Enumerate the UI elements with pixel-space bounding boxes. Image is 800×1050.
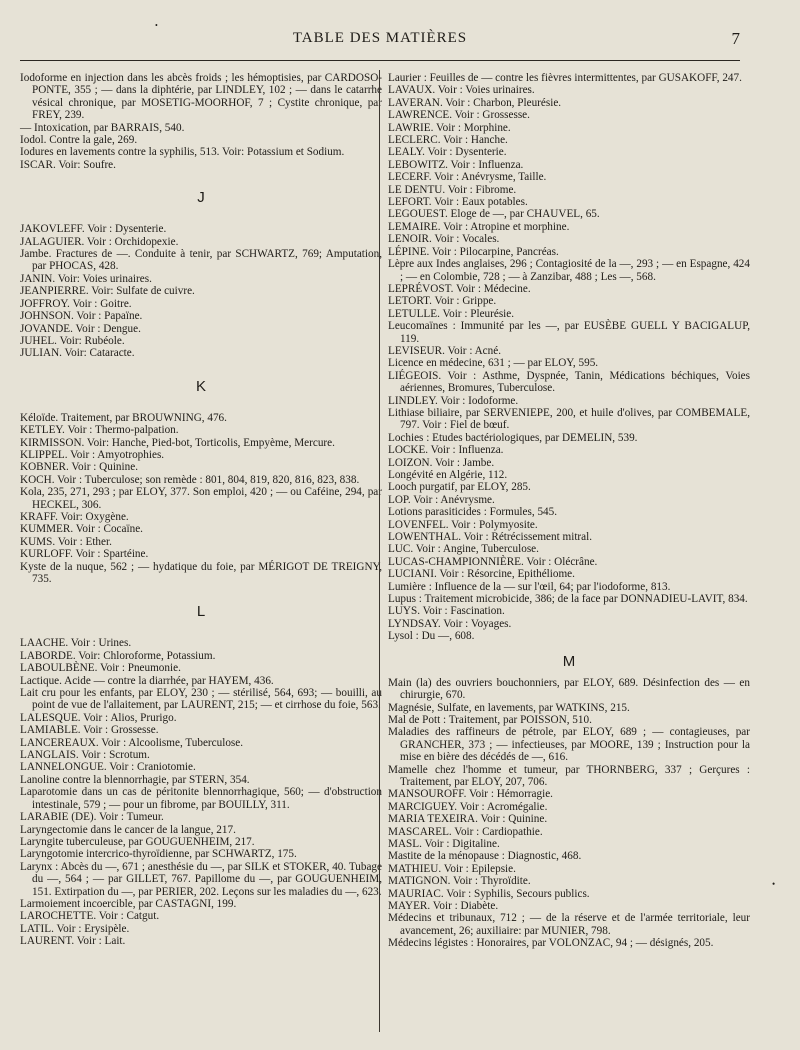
index-entry: LEGOUEST. Eloge de —, par CHAUVEL, 65. [388, 208, 600, 221]
index-entry: Magnésie, Sulfate, en lavements, par WATKINS, 215. [388, 701, 630, 714]
header-rule [20, 60, 740, 61]
index-entry: LOP. Voir : Anévrysme. [388, 493, 495, 506]
index-entry: LARABIE (DE). Voir : Tumeur. [20, 811, 164, 824]
section-letter: J [197, 189, 205, 207]
index-entry: Laryngite tuberculeuse, par GOUGUENHEIM, 217. [20, 835, 255, 848]
page-number: 7 [731, 29, 740, 48]
index-entry: LAWRIE. Voir : Morphine. [388, 121, 511, 134]
right-column [388, 72, 750, 950]
index-entry: JOHNSON. Voir : Papaïne. [20, 310, 143, 323]
index-entry: JALAGUIER. Voir : Orchidopexie. [20, 235, 179, 248]
index-entry: Maladies des raffineurs de pétrole, par ELOY, 689 ; — contagieuses, par GRANCHER, 373 ; — infectieuses, par MOORE, 139 ; Instruction pour la mise en bière des décédés de —, 616. [388, 726, 750, 764]
page-header [20, 28, 740, 52]
index-entry: Licence en médecine, 631 ; — par ELOY, 595. [388, 357, 599, 370]
index-entry: LALESQUE. Voir : Alios, Prurigo. [20, 711, 177, 724]
index-entry: Lactique. Acide — contre la diarrhée, par HAYEM, 436. [20, 674, 274, 687]
left-entries [20, 72, 382, 948]
index-entry: Médecins légistes : Honoraires, par VOLONZAC, 94 ; — désignés, 205. [388, 937, 714, 950]
index-entry: LE DENTU. Voir : Fibrome. [388, 183, 517, 196]
index-entry: Lumière : Influence de la — sur l'œil, 64; par l'iodoforme, 813. [388, 580, 671, 593]
index-entry: LOIZON. Voir : Jambe. [388, 456, 495, 469]
page-title: TABLE DES MATIÈRES [292, 30, 468, 46]
index-entry: Médecins et tribunaux, 712 ; — de la réserve et de l'armée territoriale, leur avancement, 26; auxiliaire: par MUNIER, 798. [388, 912, 750, 937]
index-entry: Leucomaïnes : Immunité par les —, par EUSÈBE GUELL Y BACIGALUP, 119. [388, 320, 750, 345]
index-entry: MARCIGUEY. Voir : Acromégalie. [388, 800, 548, 813]
index-entry: LEVISEUR. Voir : Acné. [388, 344, 502, 357]
index-entry: Looch purgatif, par ELOY, 285. [388, 481, 531, 494]
left-column [20, 72, 382, 948]
index-entry: LINDLEY. Voir : Iodoforme. [388, 394, 519, 407]
index-entry: JOVANDE. Voir : Dengue. [20, 322, 141, 335]
index-entry: Jambe. Fractures de —. Conduite à tenir, par SCHWARTZ, 769; Amputation, par PHOCAS, 428. [20, 248, 382, 273]
index-entry: KRAFF. Voir: Oxygène. [20, 510, 129, 523]
index-entry: KOCH. Voir : Tuberculose; son remède : 801, 804, 819, 820, 816, 823, 838. [20, 473, 360, 486]
index-entry: LETULLE. Voir : Pleurésie. [388, 307, 515, 320]
index-entry: LÉPINE. Voir : Pilocarpine, Pancréas. [388, 245, 559, 258]
index-entry: JANIN. Voir: Voies urinaires. [20, 272, 152, 285]
index-entry: LAMIABLE. Voir : Grossesse. [20, 724, 159, 737]
index-entry: KOBNER. Voir : Quinine. [20, 461, 138, 474]
index-entry: LEBOWITZ. Voir : Influenza. [388, 158, 524, 171]
index-entry: Mastite de la ménopause : Diagnostic, 468. [388, 850, 582, 863]
index-entry: LEALY. Voir : Dysenterie. [388, 146, 507, 159]
index-entry: KURLOFF. Voir : Spartéine. [20, 548, 149, 561]
index-entry: Lysol : Du —, 608. [388, 630, 475, 643]
index-entry: LAWRENCE. Voir : Grossesse. [388, 109, 530, 122]
column-divider [379, 70, 380, 1032]
index-entry: Iodoforme en injection dans les abcès froids ; les hémoptisies, par CARDOSO-PONTE, 355 ; — dans la diphtérie, par LINDLEY, 102 ; — dans le catarrhe vésical chronique, par MOSETIG-MOORHOF, 7 ; Cystite chronique, par FREY, 239. [20, 72, 382, 122]
index-entry: LATIL. Voir : Erysipèle. [20, 922, 130, 935]
index-entry: Kyste de la nuque, 562 ; — hydatique du foie, par MÉRIGOT DE TREIGNY, 735. [20, 560, 382, 585]
index-entry: ISCAR. Voir: Soufre. [20, 158, 116, 171]
index-entry: LUYS. Voir : Fascination. [388, 605, 505, 618]
index-entry: LAROCHETTE. Voir : Catgut. [20, 910, 160, 923]
index-entry: MATIGNON. Voir : Thyroïdite. [388, 875, 531, 888]
index-entry: Mal de Pott : Traitement, par POISSON, 510. [388, 713, 592, 726]
right-entries [388, 72, 750, 950]
index-entry: MASCAREL. Voir : Cardiopathie. [388, 825, 543, 838]
index-entry: LETORT. Voir : Grippe. [388, 295, 497, 308]
index-entry: LABOULBÈNE. Voir : Pneumonie. [20, 662, 181, 675]
index-entry: LAACHE. Voir : Urines. [20, 637, 132, 650]
index-entry: JEANPIERRE. Voir: Sulfate de cuivre. [20, 285, 195, 298]
ink-dot: • [155, 21, 158, 30]
index-entry: LENOIR. Voir : Vocales. [388, 233, 500, 246]
index-entry: Longévité en Algérie, 112. [388, 469, 508, 481]
index-entry: Mamelle chez l'homme et tumeur, par THORNBERG, 337 ; Gerçures : Traitement, par ELOY, 207, 706. [388, 763, 750, 788]
index-entry: LOCKE. Voir : Influenza. [388, 444, 504, 457]
index-entry: Lanoline contre la blennorrhagie, par STERN, 354. [20, 773, 250, 786]
index-entry: LOWENTHAL. Voir : Rétrécissement mitral. [388, 531, 593, 544]
index-entry: Lithiase biliaire, par SERVENIEPE, 200, et huile d'olives, par COMBEMALE, 797. Voir : Fiel de bœuf. [388, 406, 750, 432]
ink-dot: • [772, 879, 776, 889]
index-entry: LECERF. Voir : Anévrysme, Taille. [388, 171, 547, 184]
index-entry: LUCIANI. Voir : Résorcine, Epithéliome. [388, 568, 575, 581]
index-entry: KUMMER. Voir : Cocaïne. [20, 523, 143, 536]
index-entry: Laurier : Feuilles de — contre les fièvres intermittentes, par GUSAKOFF, 247. [388, 72, 742, 84]
index-entry: MATHIEU. Voir : Epilepsie. [388, 862, 516, 875]
index-entry: JULIAN. Voir: Cataracte. [20, 347, 135, 360]
index-entry: Lèpre aux Indes anglaises, 296 ; Contagiosité de la —, 293 ; — en Espagne, 424 ; — en Colombie, 728 ; — à Zanzibar, 488 ; Les —, 568. [388, 258, 750, 283]
index-entry: LYNDSAY. Voir : Voyages. [388, 617, 512, 630]
index-entry: LAVAUX. Voir : Voies urinaires. [388, 84, 535, 97]
index-entry: LEFORT. Voir : Eaux potables. [388, 196, 528, 209]
index-entry: Laparotomie dans un cas de péritonite blennorrhagique, 560; — d'obstruction intestinale, 579 ; — pour un fibrome, par BOUILLY, 311. [20, 786, 382, 811]
index-entry: MAYER. Voir : Diabète. [388, 900, 499, 912]
index-entry: Main (la) des ouvriers bouchonniers, par ELOY, 689. Désinfection des — en chirurgie, 670. [388, 676, 750, 702]
index-entry: LANCEREAUX. Voir : Alcoolisme, Tuberculose. [20, 736, 244, 749]
index-entry: Iodures en lavements contre la syphilis, 513. Voir: Potassium et Sodium. [20, 146, 345, 159]
index-entry: LOVENFEL. Voir : Polymyosite. [388, 518, 538, 531]
index-entry: Kéloïde. Traitement, par BROUWNING, 476. [20, 411, 227, 424]
index-entry: Larynx : Abcès du —, 671 ; anesthésie du —, par SILK et STOKER, 40. Tubage du —, 564 ; — par GILLET, 767. Papillome du —, par GOUGUENHEIM, 151. Extirpation du —, par PERIER, 202. Leçons sur les maladies du —, 623. [20, 860, 382, 898]
index-entry: LABORDE. Voir: Chloroforme, Potassium. [20, 649, 216, 662]
index-entry: LUCAS-CHAMPIONNIÈRE. Voir : Olécrâne. [388, 555, 598, 568]
index-entry: Lochies : Etudes bactériologiques, par DEMELIN, 539. [388, 431, 638, 444]
index-entry: KIRMISSON. Voir: Hanche, Pied-bot, Torticolis, Empyème, Mercure. [20, 436, 335, 449]
index-entry: MAURIAC. Voir : Syphilis, Secours publics. [388, 887, 590, 900]
index-entry: LANNELONGUE. Voir : Craniotomie. [20, 761, 196, 774]
index-entry: Kola, 235, 271, 293 ; par ELOY, 377. Son emploi, 420 ; — ou Caféine, 294, par HECKEL, 306. [20, 486, 382, 511]
section-letter: M [562, 652, 576, 670]
index-entry: Lotions parasiticides : Formules, 545. [388, 506, 558, 519]
index-entry: MASL. Voir : Digitaline. [388, 837, 500, 850]
index-entry: Laryngectomie dans le cancer de la langue, 217. [20, 823, 236, 836]
index-entry: LECLERC. Voir : Hanche. [388, 134, 508, 147]
index-entry: Lupus : Traitement microbicide, 386; de la face par DONNADIEU-LAVIT, 834. [388, 593, 748, 606]
index-entry: MANSOUROFF. Voir : Hémorragie. [388, 788, 553, 801]
index-entry: Larmoiement incoercible, par CASTAGNI, 199. [20, 897, 237, 910]
index-entry: LAVERAN. Voir : Charbon, Pleurésie. [388, 96, 562, 109]
index-entry: MARIA TEXEIRA. Voir : Quinine. [388, 813, 548, 826]
index-entry: LANGLAIS. Voir : Scrotum. [20, 749, 150, 762]
index-entry: JAKOVLEFF. Voir : Dysenterie. [20, 223, 167, 236]
index-entry: LEMAIRE. Voir : Atropine et morphine. [388, 220, 570, 233]
index-entry: JUHEL. Voir: Rubéole. [20, 334, 125, 347]
index-entry: KUMS. Voir : Ether. [20, 535, 112, 548]
index-entry: KETLEY. Voir : Thermo-palpation. [20, 424, 179, 437]
section-letter: K [195, 377, 206, 395]
index-entry: Lait cru pour les enfants, par ELOY, 230 ; — stérilisé, 564, 693; — bouilli, au point de vue de l'allaitement, par LAURENT, 215; — et cirrhose du foie, 563. [20, 687, 382, 712]
index-entry: — Intoxication, par BARRAIS, 540. [20, 121, 185, 134]
section-letter: L [196, 603, 206, 621]
index-entry: LUC. Voir : Angine, Tuberculose. [388, 543, 539, 556]
index-entry: Iodol. Contre la gale, 269. [20, 134, 138, 147]
index-entry: KLIPPEL. Voir : Amyotrophies. [20, 448, 165, 461]
index-entry: JOFFROY. Voir : Goitre. [20, 297, 132, 310]
index-entry: LAURENT. Voir : Lait. [20, 935, 126, 948]
index-entry: LIÉGEOIS. Voir : Asthme, Dyspnée, Tanin, Médications béchiques, Voies aériennes, Bromures, Tuberculose. [388, 369, 750, 395]
index-entry: LEPRÉVOST. Voir : Médecine. [388, 282, 531, 295]
index-entry: Laryngotomie intercrico-thyroïdienne, par SCHWARTZ, 175. [20, 848, 297, 861]
